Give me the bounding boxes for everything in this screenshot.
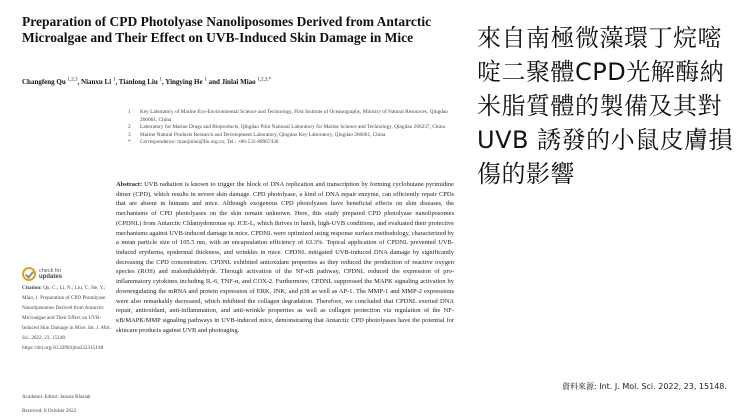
- correspondence: * Correspondence: miaojinlai@fio.org.cn; Tel.: +86-532-88967430: [128, 139, 279, 146]
- check-updates-icon: [22, 267, 36, 281]
- author: Jinlai Miao $^{1,2,3,*}$: [221, 78, 272, 87]
- academic-editor: Academic Editor: Janusz Blasiak: [22, 394, 91, 400]
- author: Nianxu Li $^1$,: [81, 78, 119, 87]
- citation-text: Qu, C.; Li, N.; Liu, T.; He, Y.; Miao, J. Preparation of CPD Photolyase Nanoliposomes Derived from Antarctic Microalgae and Their Effect on UVB-Induced Skin Damage in Mice. Int. J. Mol. Sci. 2022, 23, 15148. https://doi.org/10.3390/ijms232315148: [22, 285, 111, 351]
- abstract-label: Abstract:: [116, 181, 143, 188]
- author-list: [22, 78, 271, 86]
- chinese-title: 來自南極微藻環丁烷嘧啶二聚體CPD光解酶納米脂質體的製備及其對UVB 誘發的小鼠皮膚損傷的影響: [477, 24, 734, 188]
- paper-title: Preparation of CPD Photolyase Nanoliposomes Derived from Antarctic Microalgae and Their Effect on UVB-Induced Skin Damage in Mice: [22, 14, 432, 45]
- abstract-text: UVB radiation is known to trigger the block of DNA replication and transcription by forming cyclobutane pyrimidine dimer (CPD), which results in severe skin damage. CPD photolyase, a kind of DNA repair enzyme, can efficiently repair CPDs that are absent in humans and mice. Although exogenous CPD photolyases have beneficial effects on skin diseases, the mechanisms of CPD photolyases on the skin remain unknown. Here, this study prepared CPD photolyase nanoliposomes (CPDNL) from Antarctic Chlamydomonas sp. ICE-L, which thrives in harsh, high-UVB conditions, and evaluated their protective mechanisms against UVB-induced damage in mice. CPDNL were optimized using response surface methodology, characterized by a mean particle size of 105.5 nm, with an encapsulation efficiency of 63.3%. Topical application of CPDNL prevented UVB-induced erythema, epidermal thickness, and wrinkles in mice. CPDNL mitigated UVB-induced DNA damage by significantly decreasing the CPD concentration. CPDNL exhibited antioxidant properties as they reduced the production of reactive oxygen species (ROS) and malondialdehyde. Through activation of the NF-κB pathway, CPDNL reduced the expression of pro-inflammatory cytokines including IL-6, TNF-α, and COX-2. Furthermore, CPDNL suppressed the MAPK signaling activation by downregulating the mRNA and protein expression of ERK, JNK, and p38 as well as AP-1. The MMP-1 and MMP-2 expressions were also remarkably decreased, which inhibited the collagen degradation. Therefore, we concluded that CPDNL exerted DNA repair, antioxidant, anti-inflammation, and anti-wrinkle properties as well as collagen protection via regulation of the NF-κB/MAPK/MMP signaling pathways in UVB-induced mice, demonstrating that Antarctic CPD photolyases have the potential for skincare products against UVB and photoaging.: [116, 181, 454, 334]
- affiliation: 2 Laboratory for Marine Drugs and Bioproducts, Qingdao Pilot National Laboratory for Marine Science and Technology, Qingdao 266237, China: [128, 124, 445, 131]
- check-updates-line2: updates: [39, 274, 63, 280]
- affiliations: [128, 109, 453, 147]
- affiliation: 3 Marine Natural Products Research and Development Laboratory, Qingdao Key Laboratory, Qingdao 266061, China: [128, 131, 386, 138]
- affiliation: 1 Key Laboratory of Marine Eco-Environmental Science and Technology, First Institute of Oceanography, Ministry of Natural Resources, Qingdao 266061, China: [128, 109, 448, 123]
- author: Yingying He $^1$ and: [165, 78, 222, 87]
- citation: [22, 283, 112, 353]
- abstract: [116, 180, 454, 336]
- check-updates-line1: check for: [39, 268, 62, 274]
- received-date: Received: 8 October 2022: [22, 408, 77, 414]
- source-note: 資料來源: Int. J. Mol. Sci. 2022, 23, 15148.: [562, 382, 727, 391]
- check-for-updates-badge[interactable]: [22, 267, 62, 281]
- citation-label: Citation:: [22, 285, 42, 291]
- author: Tianlong Liu $^1$,: [118, 78, 166, 87]
- author: Changfeng Qu $^{1,2,3}$,: [22, 78, 82, 87]
